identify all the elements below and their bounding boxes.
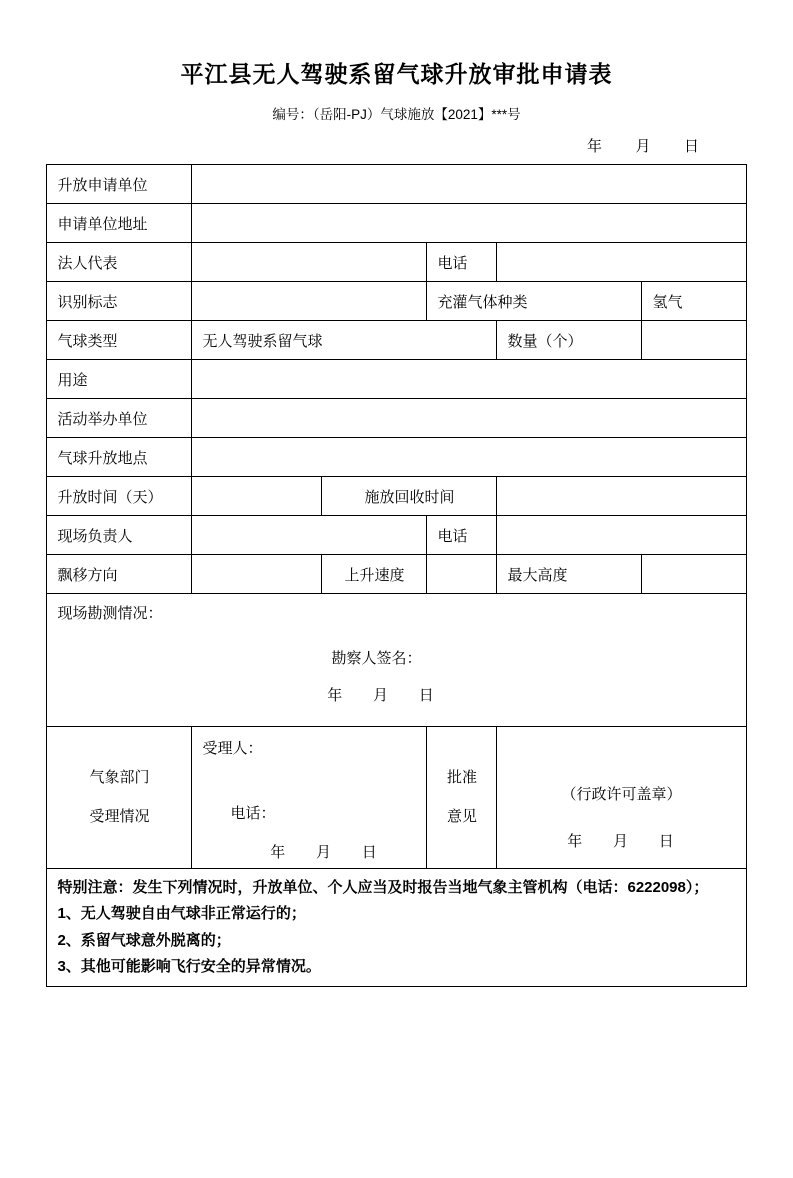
special-notes-line-2: 2、系留气球意外脱离的； [57, 931, 231, 949]
balloon-type-value[interactable]: 无人驾驶系留气球 [192, 321, 497, 360]
max-height-value[interactable] [642, 555, 746, 594]
max-height-label: 最大高度 [497, 555, 642, 594]
approval-opinion-line2: 意见 [446, 808, 477, 825]
purpose-label: 用途 [47, 360, 192, 399]
header-date-day: 日 [683, 139, 701, 155]
recovery-time-value[interactable] [497, 477, 746, 516]
applicant-unit-label: 升放申请单位 [47, 165, 192, 204]
acceptor-cell[interactable] [192, 727, 427, 869]
survey-date-month: 月 [372, 688, 390, 704]
weather-dept-label [47, 727, 192, 869]
table-row [47, 477, 746, 516]
survey-date [57, 684, 735, 705]
weather-dept-line2: 受理情况 [89, 808, 150, 825]
special-notes-line-1: 1、无人驾驶自由气球非正常运行的； [57, 905, 306, 923]
table-row [47, 438, 746, 477]
table-row [47, 727, 746, 869]
acceptor-phone-label: 电话： [230, 806, 276, 822]
gas-type-value[interactable]: 氢气 [642, 282, 746, 321]
organizer-value[interactable] [192, 399, 746, 438]
organizer-label: 活动举办单位 [47, 399, 192, 438]
recovery-time-label: 施放回收时间 [322, 477, 497, 516]
drift-direction-label: 飘移方向 [47, 555, 192, 594]
seal-cell[interactable] [497, 727, 746, 869]
applicant-unit-value[interactable] [192, 165, 746, 204]
table-row [47, 282, 746, 321]
header-date-month: 月 [635, 139, 653, 155]
survey-title: 现场勘测情况： [57, 606, 163, 622]
phone-value[interactable] [497, 243, 746, 282]
table-row [47, 243, 746, 282]
application-form-table [46, 164, 746, 987]
identifier-value[interactable] [192, 282, 427, 321]
survey-cell[interactable] [47, 594, 746, 727]
surveyor-signature-label: 勘察人签名： [331, 651, 422, 667]
applicant-address-value[interactable] [192, 204, 746, 243]
location-label: 气球升放地点 [47, 438, 192, 477]
approval-opinion-label [427, 727, 497, 869]
applicant-address-label: 申请单位地址 [47, 204, 192, 243]
header-date [0, 135, 793, 156]
phone-label: 电话 [427, 243, 497, 282]
seal-date [507, 830, 735, 851]
survey-date-year: 年 [327, 688, 345, 704]
acceptor-date [202, 841, 416, 862]
table-row [47, 204, 746, 243]
quantity-label: 数量（个） [497, 321, 642, 360]
gas-type-label: 充灌气体种类 [427, 282, 642, 321]
table-row [47, 594, 746, 727]
table-row [47, 555, 746, 594]
drift-direction-value[interactable] [192, 555, 322, 594]
seal-date-month: 月 [612, 833, 630, 850]
site-manager-phone-value[interactable] [497, 516, 746, 555]
legal-rep-value[interactable] [192, 243, 427, 282]
header-date-year: 年 [586, 139, 604, 155]
table-row [47, 869, 746, 987]
table-row [47, 516, 746, 555]
site-manager-label: 现场负责人 [47, 516, 192, 555]
release-time-label: 升放时间（天） [47, 477, 192, 516]
weather-dept-line1: 气象部门 [89, 769, 150, 786]
identifier-label: 识别标志 [47, 282, 192, 321]
table-row [47, 360, 746, 399]
acceptor-date-day: 日 [361, 845, 379, 861]
page-title: 平江县无人驾驶系留气球升放审批申请表 [180, 61, 613, 87]
document-page [0, 56, 793, 1178]
site-manager-phone-label: 电话 [427, 516, 497, 555]
special-notes [47, 869, 746, 987]
ascent-speed-label: 上升速度 [322, 555, 427, 594]
acceptor-date-month: 月 [315, 845, 333, 861]
table-row [47, 321, 746, 360]
acceptor-label: 受理人： [202, 741, 263, 757]
legal-rep-label: 法人代表 [47, 243, 192, 282]
site-manager-value[interactable] [192, 516, 427, 555]
survey-date-day: 日 [418, 688, 436, 704]
seal-date-day: 日 [658, 833, 676, 850]
seal-date-year: 年 [567, 833, 585, 850]
quantity-value[interactable] [642, 321, 746, 360]
approval-opinion-line1: 批准 [446, 769, 477, 786]
balloon-type-label: 气球类型 [47, 321, 192, 360]
document-number: 编号：（岳阳-PJ）气球施放【2021】***号 [272, 107, 521, 122]
table-row [47, 399, 746, 438]
table-row [47, 165, 746, 204]
acceptor-date-year: 年 [270, 845, 288, 861]
purpose-value[interactable] [192, 360, 746, 399]
seal-label: （行政许可盖章） [561, 786, 682, 803]
special-notes-line-0: 特别注意：发生下列情况时，升放单位、个人应当及时报告当地气象主管机构（电话：6222098）； [57, 879, 709, 896]
release-time-value[interactable] [192, 477, 322, 516]
location-value[interactable] [192, 438, 746, 477]
special-notes-line-3: 3、其他可能影响飞行安全的异常情况。 [57, 957, 321, 975]
ascent-speed-value[interactable] [427, 555, 497, 594]
